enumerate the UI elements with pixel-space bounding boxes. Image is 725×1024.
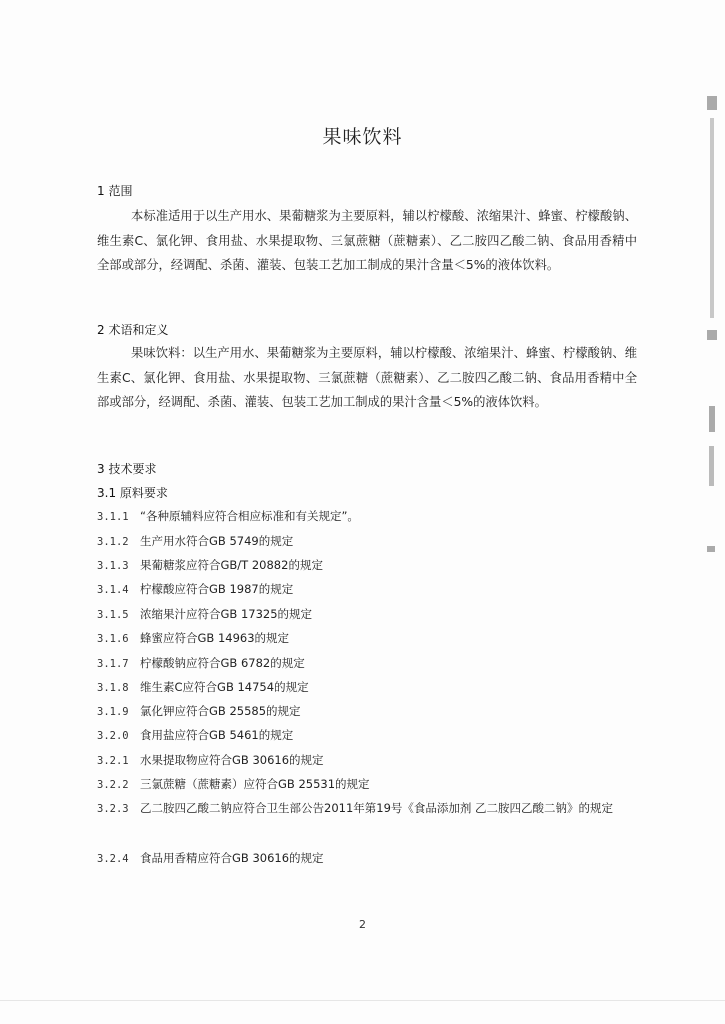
item-number: 3.1.2 bbox=[97, 536, 129, 548]
section-1-heading: 1 范围 bbox=[97, 184, 133, 198]
item-text: 氯化钾应符合GB 25585的规定 bbox=[140, 704, 301, 718]
section-3-1-heading: 3.1 原料要求 bbox=[97, 486, 168, 500]
list-item bbox=[97, 508, 359, 524]
section-2-text: 果味饮料：以生产用水、果葡糖浆为主要原料，辅以柠檬酸、浓缩果汁、蜂蜜、柠檬酸钠、维生素C、氯化钾、食用盐、水果提取物、三氯蔗糖（蔗糖素）、乙二胺四乙酸二钠、食品用香精中全部或部分，经调配、杀菌、灌装、包装工艺加工制成的果汁含量＜5%的液体饮料。 bbox=[97, 346, 637, 409]
item-number: 3.2.2 bbox=[97, 779, 129, 791]
list-item bbox=[97, 557, 323, 573]
item-text: 三氯蔗糖（蔗糖素）应符合GB 25531的规定 bbox=[140, 777, 370, 791]
item-text: 乙二胺四乙酸二钠应符合卫生部公告2011年第19号《食品添加剂 乙二胺四乙酸二钠》的规定 bbox=[140, 801, 614, 815]
document-title: 果味饮料 bbox=[322, 126, 403, 148]
section-2-heading: 2 术语和定义 bbox=[97, 323, 169, 337]
item-number: 3.2.1 bbox=[97, 755, 129, 767]
list-item bbox=[97, 752, 324, 768]
scan-bottom-edge bbox=[0, 1000, 725, 1001]
item-number: 3.1.9 bbox=[97, 706, 129, 718]
item-number: 3.2.0 bbox=[97, 730, 129, 742]
item-number: 3.1.1 bbox=[97, 511, 129, 523]
list-item bbox=[97, 703, 301, 719]
item-number: 3.1.8 bbox=[97, 682, 129, 694]
item-number: 3.2.3 bbox=[97, 803, 129, 815]
item-text: 生产用水符合GB 5749的规定 bbox=[140, 534, 294, 548]
item-number: 3.1.4 bbox=[97, 584, 129, 596]
list-item bbox=[97, 776, 370, 792]
item-text: 水果提取物应符合GB 30616的规定 bbox=[140, 753, 324, 767]
item-text: 果葡糖浆应符合GB/T 20882的规定 bbox=[140, 558, 323, 572]
list-item bbox=[97, 581, 293, 597]
list-item bbox=[97, 606, 312, 622]
item-text: 柠檬酸钠应符合GB 6782的规定 bbox=[140, 656, 305, 670]
item-number: 3.1.3 bbox=[97, 560, 129, 572]
page-number: 2 bbox=[359, 918, 366, 931]
section-3-heading: 3 技术要求 bbox=[97, 462, 157, 476]
list-item bbox=[97, 727, 293, 743]
list-item bbox=[97, 630, 289, 646]
item-number: 3.1.6 bbox=[97, 633, 129, 645]
scan-edge-artifact bbox=[707, 96, 719, 556]
list-item bbox=[97, 850, 324, 866]
item-number: 3.1.7 bbox=[97, 658, 129, 670]
list-item bbox=[97, 533, 293, 549]
section-1-text: 本标准适用于以生产用水、果葡糖浆为主要原料，辅以柠檬酸、浓缩果汁、蜂蜜、柠檬酸钠、维生素C、氯化钾、食用盐、水果提取物、三氯蔗糖（蔗糖素）、乙二胺四乙酸二钠、食品用香精中全部或部分，经调配、杀菌、灌装、包装工艺加工制成的果汁含量＜5%的液体饮料。 bbox=[97, 209, 637, 272]
item-text: 食品用香精应符合GB 30616的规定 bbox=[140, 851, 324, 865]
item-text: 柠檬酸应符合GB 1987的规定 bbox=[140, 582, 294, 596]
section-2-paragraph bbox=[97, 341, 637, 415]
item-text: 食用盐应符合GB 5461的规定 bbox=[140, 728, 294, 742]
section-1-paragraph bbox=[97, 204, 637, 278]
item-number: 3.2.4 bbox=[97, 853, 129, 865]
list-item bbox=[97, 797, 637, 821]
item-text: 蜂蜜应符合GB 14963的规定 bbox=[140, 631, 290, 645]
list-item bbox=[97, 679, 309, 695]
item-number: 3.1.5 bbox=[97, 609, 129, 621]
item-text: 维生素C应符合GB 14754的规定 bbox=[140, 680, 309, 694]
item-text: “各种原辅料应符合相应标准和有关规定”。 bbox=[140, 509, 359, 523]
list-item bbox=[97, 655, 305, 671]
item-text: 浓缩果汁应符合GB 17325的规定 bbox=[140, 607, 313, 621]
